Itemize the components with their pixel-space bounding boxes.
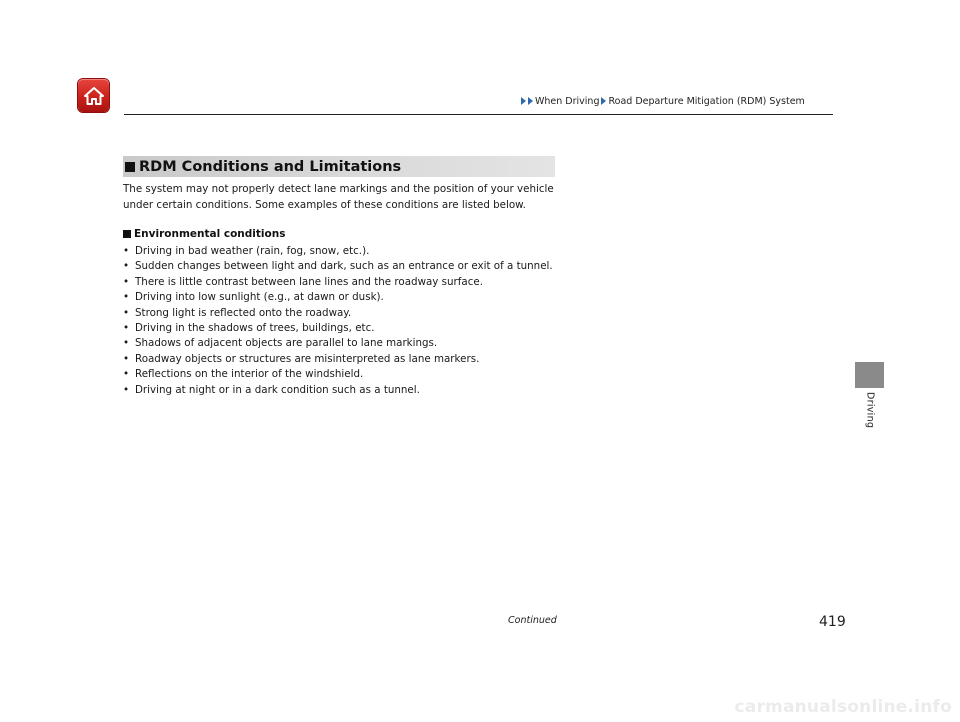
- bullet-icon: •: [123, 260, 130, 273]
- list-item: • There is little contrast between lane lines and the roadway surface.: [123, 275, 553, 290]
- intro-line: under certain conditions. Some examples of these conditions are listed below.: [123, 198, 526, 211]
- bullet-icon: •: [123, 337, 130, 350]
- header-divider: [124, 114, 833, 115]
- list-item: • Roadway objects or structures are misinterpreted as lane markers.: [123, 352, 553, 367]
- bullet-icon: •: [123, 306, 130, 319]
- list-item: • Driving in bad weather (rain, fog, snow, etc.).: [123, 244, 553, 259]
- square-bullet-icon: [123, 230, 131, 238]
- list-item: • Driving into low sunlight (e.g., at dawn or dusk).: [123, 290, 553, 305]
- conditions-list: [123, 244, 553, 398]
- page-number: 419: [819, 614, 846, 630]
- list-item: • Strong light is reflected onto the roadway.: [123, 306, 553, 321]
- chapter-tab[interactable]: [855, 362, 884, 388]
- watermark: carmanualsonline.info: [734, 697, 952, 717]
- bullet-icon: •: [123, 352, 130, 365]
- subheading: [123, 228, 285, 240]
- breadcrumb-item-when-driving[interactable]: When Driving: [535, 95, 600, 107]
- list-item: • Driving in the shadows of trees, buildings, etc.: [123, 321, 553, 336]
- intro-paragraph: [123, 182, 563, 213]
- play-arrow-icon: [601, 97, 606, 105]
- square-bullet-icon: [125, 162, 135, 172]
- list-item: • Sudden changes between light and dark, such as an entrance or exit of a tunnel.: [123, 259, 553, 274]
- bullet-icon: •: [123, 291, 130, 304]
- section-title: RDM Conditions and Limitations: [139, 158, 402, 175]
- list-item: • Shadows of adjacent objects are parallel to lane markings.: [123, 336, 553, 351]
- bullet-icon: •: [123, 245, 130, 257]
- bullet-icon: •: [123, 383, 130, 396]
- subheading-title: Environmental conditions: [134, 228, 286, 240]
- bullet-icon: •: [123, 368, 130, 381]
- bullet-icon: •: [123, 322, 130, 335]
- home-icon: [83, 86, 105, 106]
- play-arrow-icon: [521, 97, 526, 105]
- home-button[interactable]: [78, 79, 109, 112]
- list-item: • Driving at night or in a dark condition such as a tunnel.: [123, 383, 553, 398]
- intro-line: The system may not properly detect lane markings and the position of your vehicle: [123, 183, 554, 195]
- play-arrow-icon: [528, 97, 533, 105]
- chapter-label: Driving: [864, 392, 876, 429]
- list-item: • Reflections on the interior of the windshield.: [123, 367, 553, 382]
- continued-label: Continued: [508, 615, 557, 626]
- section-heading: [123, 156, 555, 177]
- breadcrumb: [521, 94, 807, 108]
- bullet-icon: •: [123, 275, 130, 288]
- breadcrumb-item-rdm-system[interactable]: Road Departure Mitigation (RDM) System: [608, 95, 805, 107]
